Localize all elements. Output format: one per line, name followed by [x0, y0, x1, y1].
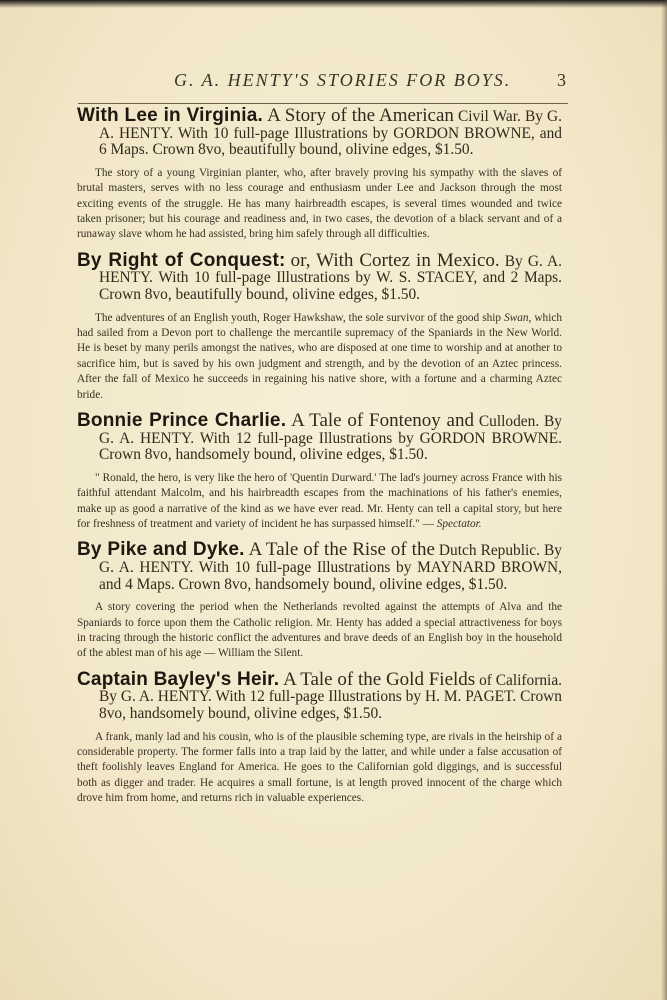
entry-subtitle: A Tale of the Rise of the — [248, 539, 435, 561]
running-head-title: G. A. HENTY'S STORIES FOR BOYS. — [174, 70, 512, 90]
catalog-entry-by-pike-and-dyke — [77, 539, 562, 661]
entry-title: By Right of Conquest: — [77, 249, 286, 271]
entry-heading — [77, 249, 563, 304]
running-head — [78, 70, 568, 96]
entry-details: of California. By G. A. HENTY. With 12 full-page Illustrations by H. M. PAGET. Crown 8vo, handsomely bound, olivine edges, $1.50. — [99, 671, 562, 723]
entry-subtitle: A Story of the American — [267, 105, 454, 126]
entry-description — [77, 311, 562, 403]
entry-heading — [77, 410, 563, 464]
entry-subtitle: A Tale of Fontenoy and — [291, 410, 474, 432]
entry-description: A story covering the period when the Netherlands revolted against the attempts of Alva and the Spaniards to force upon them the Catholic religion. Mr. Henty has added a special attractiveness for boys in tracing through the historic conflict the adventures and brave deeds of an English boy in the household of the ablest man of his age — William the Silent. — [77, 601, 562, 660]
entry-details: Dutch Republic. By G. A. HENTY. With 10 full-page Illustrations by MAYNARD BROWN, and 4 Maps. Crown 8vo, handsomely bound, olivine edges, $1.50. — [99, 542, 562, 593]
entry-title: Captain Bayley's Heir. — [77, 668, 280, 690]
description-text: , which had sailed from a Devon port to challenge the mercantile supremacy of the Spaniards in the New World. He is beset by many perils amongst the natives, who are disposed at one time to worship and at another to sacrifice him, but is saved by his own judgment and strength, and by the devotion of an Aztec princess. After the fall of Mexico he succeeds in regaining his native shore, with a fortune and a charming Aztec bride. — [77, 311, 562, 401]
review-source: Spectator. — [436, 518, 482, 531]
entry-heading — [77, 105, 562, 159]
description-text: The adventures of an English youth, Roger Hawkshaw, the sole survivor of the good ship — [95, 311, 505, 324]
entry-description — [77, 471, 562, 533]
catalog-entries — [77, 105, 563, 817]
scan-right-edge — [661, 0, 667, 1000]
catalog-entry-by-right-of-conquest — [77, 249, 563, 403]
entry-title: With Lee in Virginia. — [77, 105, 264, 126]
entry-description: A frank, manly lad and his cousin, who is of the plausible scheming type, are rivals in the heirship of a considerable property. The former falls into a trap laid by the latter, and while under a false accusation of theft foolishly leaves England for America. He goes to the Californian gold diggings, and is successful both as digger and trader. He acquires a small fortune, is at length proved innocent of the charge which drove him from home, and returns rich in valuable experiences. — [77, 730, 562, 805]
entry-details: By G. A. HENTY. With 10 full-page Illustrations by W. S. STACEY, and 2 Maps. Crown 8vo, beautifully bound, olivine edges, $1.50. — [99, 252, 563, 303]
scan-top-shadow — [0, 0, 667, 8]
entry-heading — [77, 668, 562, 723]
entry-subtitle: A Tale of the Gold Fields — [283, 668, 476, 690]
entry-title: Bonnie Prince Charlie. — [77, 410, 287, 432]
page-number: 3 — [557, 70, 568, 90]
catalog-entry-bonnie-prince-charlie — [77, 410, 563, 532]
entry-title: By Pike and Dyke. — [77, 539, 245, 561]
entry-description: The story of a young Virginian planter, who, after bravely proving his sympathy with the slaves of brutal masters, serves with no less courage and enthusiasm under Lee and Jackson through the most exciting events of the struggle. He has many hairbreadth escapes, is several times wounded and twice taken prisoner; but his courage and readiness and, in two cases, the devotion of a black servant and of a runaway slave whom he had assisted, bring him safely through all difficulties. — [77, 166, 562, 241]
catalog-entry-captain-bayleys-heir — [77, 668, 562, 807]
catalog-entry-with-lee-in-virginia — [77, 105, 562, 243]
review-quote: " Ronald, the hero, is very like the hero of 'Quentin Durward.' The lad's journey across France with his faithful attendant Malcolm, and his hairbreadth escapes from the machinations of his father's enemies, make up as good a narrative of the kind as we have ever read. Mr. Henty can tell a capital story, but here for freshness of treatment and variety of incident he has surpassed himself." — — [77, 471, 562, 531]
entry-details: Civil War. By G. A. HENTY. With 10 full-page Illustrations by GORDON BROWNE, and 6 Maps. Crown 8vo, beautifully bound, olivine edges, $1.50. — [99, 108, 562, 159]
ship-name: Swan — [504, 311, 529, 324]
header-rule — [78, 103, 568, 104]
entry-heading — [77, 539, 562, 593]
entry-subtitle: or, With Cortez in Mexico. — [290, 249, 500, 271]
entry-details: Culloden. By G. A. HENTY. With 12 full-page Illustrations by GORDON BROWNE. Crown 8vo, handsomely bound, olivine edges, $1.50. — [99, 413, 563, 464]
